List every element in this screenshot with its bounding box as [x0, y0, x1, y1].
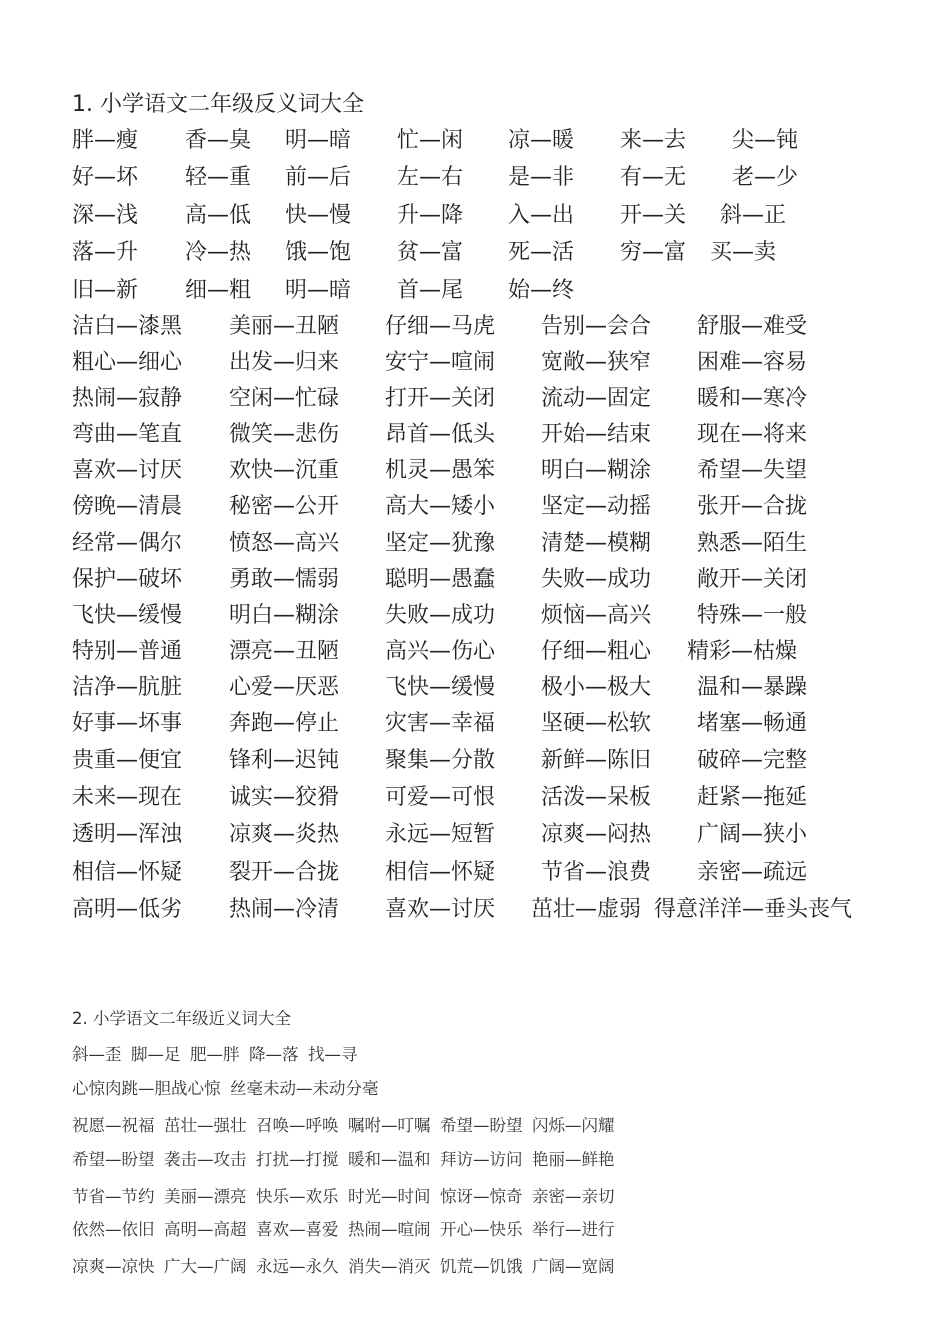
antonym-pair: 好事—坏事: [72, 711, 183, 736]
antonym-pair: 熟悉—陌生: [697, 531, 808, 556]
synonym-pair: 饥荒—饥饿: [440, 1257, 523, 1276]
synonym-pair: 找—寻: [308, 1045, 358, 1064]
antonym-pair: 打开—关闭: [385, 386, 496, 411]
antonym-pair: 可爱—可恨: [385, 785, 496, 810]
antonym-pair: 失败—成功: [541, 567, 652, 592]
antonym-pair: 是—非: [508, 165, 575, 190]
synonym-pair: 热闹—喧闹: [348, 1220, 431, 1239]
synonym-pair: 依然—依旧: [72, 1220, 155, 1239]
antonym-pair: 勇敢—懦弱: [229, 567, 340, 592]
antonym-pair: 出发—归来: [229, 350, 340, 375]
antonym-pair: 告别—会合: [541, 314, 652, 339]
synonym-pair: 惊讶—惊奇: [440, 1187, 523, 1206]
antonym-pair: 升—降: [397, 203, 464, 228]
antonym-pair: 前—后: [285, 165, 352, 190]
antonym-row-double: [0, 786, 950, 810]
antonym-pair: 高明—低劣: [72, 897, 183, 922]
antonym-pair: 贵重—便宜: [72, 748, 183, 773]
antonym-pair: 明白—糊涂: [229, 603, 340, 628]
synonym-pair: 美丽—漂亮: [164, 1187, 247, 1206]
antonym-pair: 宽敞—狭窄: [541, 350, 652, 375]
antonym-pair: 有—无: [620, 165, 687, 190]
section-title-antonyms: 1. 小学语文二年级反义词大全: [72, 92, 364, 117]
antonym-pair: 流动—固定: [541, 386, 652, 411]
antonym-pair: 堵塞—畅通: [697, 711, 808, 736]
antonym-pair: 得意洋洋—垂头丧气: [654, 897, 853, 922]
antonym-pair: 老—少: [732, 165, 799, 190]
synonym-row: [72, 1187, 615, 1207]
synonym-pair: 肥—胖: [190, 1045, 240, 1064]
antonym-pair: 节省—浪费: [541, 860, 652, 885]
antonym-pair: 弯曲—笔直: [72, 422, 183, 447]
antonym-row-double: [0, 568, 950, 592]
synonym-pair: 斜—歪: [72, 1045, 122, 1064]
antonym-row-double: [0, 315, 950, 339]
antonym-pair: 新鲜—陈旧: [541, 748, 652, 773]
antonym-pair: 仔细—马虎: [385, 314, 496, 339]
antonym-pair: 烦恼—高兴: [541, 603, 652, 628]
synonym-row: [72, 1079, 379, 1099]
antonym-pair: 空闲—忙碌: [229, 386, 340, 411]
antonym-pair: 坚定—犹豫: [385, 531, 496, 556]
antonym-row-double: [0, 387, 950, 411]
antonym-pair: 凉—暖: [508, 128, 575, 153]
synonym-pair: 喜欢—喜爱: [256, 1220, 339, 1239]
synonym-pair: 嘱咐—叮嘱: [348, 1116, 431, 1135]
antonym-pair: 锋利—迟钝: [229, 748, 340, 773]
synonym-pair: 广阔—宽阔: [532, 1257, 615, 1276]
antonym-pair: 诚实—狡猾: [229, 785, 340, 810]
antonym-row-double: [0, 712, 950, 736]
antonym-pair: 亲密—疏远: [697, 860, 808, 885]
antonym-pair: 现在—将来: [697, 422, 808, 447]
antonym-pair: 入—出: [508, 203, 575, 228]
antonym-pair: 温和—暴躁: [697, 675, 808, 700]
antonym-pair: 舒服—难受: [697, 314, 808, 339]
antonym-pair: 茁壮—虚弱: [531, 897, 642, 922]
synonym-pair: 丝毫未动—未动分毫: [230, 1079, 379, 1098]
antonym-pair: 特殊—一般: [697, 603, 808, 628]
antonym-pair: 凉爽—闷热: [541, 822, 652, 847]
synonym-pair: 闪烁—闪耀: [532, 1116, 615, 1135]
antonym-pair: 破碎—完整: [697, 748, 808, 773]
antonym-pair: 穷—富: [620, 240, 687, 265]
antonym-pair: 相信—怀疑: [385, 860, 496, 885]
antonym-row-single: [0, 129, 950, 153]
antonym-pair: 相信—怀疑: [72, 860, 183, 885]
antonym-pair: 极小—极大: [541, 675, 652, 700]
antonym-pair: 聪明—愚蠢: [385, 567, 496, 592]
synonym-pair: 打扰—打搅: [256, 1150, 339, 1169]
antonym-pair: 希望—失望: [697, 458, 808, 483]
antonym-pair: 秘密—公开: [229, 494, 340, 519]
antonym-pair: 精彩—枯燥: [687, 639, 798, 664]
synonym-pair: 暖和—温和: [348, 1150, 431, 1169]
synonym-pair: 亲密—亲切: [532, 1187, 615, 1206]
antonym-pair: 好—坏: [72, 165, 139, 190]
antonym-pair: 凉爽—炎热: [229, 822, 340, 847]
synonym-pair: 艳丽—鲜艳: [532, 1150, 615, 1169]
antonym-pair: 明白—糊涂: [541, 458, 652, 483]
antonym-pair: 买—卖: [710, 240, 777, 265]
synonym-pair: 广大—广阔: [164, 1257, 247, 1276]
antonym-pair: 仔细—粗心: [541, 639, 652, 664]
synonym-row: [72, 1150, 615, 1170]
antonym-pair: 旧—新: [72, 278, 139, 303]
antonym-pair: 深—浅: [72, 203, 139, 228]
antonym-pair: 暖和—寒冷: [697, 386, 808, 411]
synonym-pair: 拜访—访问: [440, 1150, 523, 1169]
synonym-pair: 时光—时间: [348, 1187, 431, 1206]
antonym-pair: 心爱—厌恶: [229, 675, 340, 700]
antonym-pair: 美丽—丑陋: [229, 314, 340, 339]
synonym-pair: 节省—节约: [72, 1187, 155, 1206]
antonym-pair: 清楚—模糊: [541, 531, 652, 556]
antonym-pair: 高—低: [185, 203, 252, 228]
synonym-pair: 永远—永久: [256, 1257, 339, 1276]
antonym-row-single: [0, 241, 950, 265]
antonym-pair: 细—粗: [185, 278, 252, 303]
antonym-pair: 洁白—漆黑: [72, 314, 183, 339]
antonym-pair: 奔跑—停止: [229, 711, 340, 736]
antonym-pair: 傍晚—清晨: [72, 494, 183, 519]
antonym-pair: 落—升: [72, 240, 139, 265]
antonym-pair: 透明—浑浊: [72, 822, 183, 847]
synonym-pair: 希望—盼望: [72, 1150, 155, 1169]
antonym-pair: 忙—闲: [397, 128, 464, 153]
synonym-row: [72, 1116, 615, 1136]
antonym-pair: 明—暗: [285, 128, 352, 153]
synonym-pair: 消失—消灭: [348, 1257, 431, 1276]
antonym-pair: 始—终: [508, 278, 575, 303]
antonym-pair: 香—臭: [185, 128, 252, 153]
antonym-pair: 张开—合拢: [697, 494, 808, 519]
synonym-pair: 心惊肉跳—胆战心惊: [72, 1079, 221, 1098]
antonym-pair: 广阔—狭小: [697, 822, 808, 847]
antonym-row-double: [0, 823, 950, 847]
antonym-pair: 欢快—沉重: [229, 458, 340, 483]
antonym-pair: 首—尾: [397, 278, 464, 303]
antonym-pair: 活泼—呆板: [541, 785, 652, 810]
antonym-row-double: [0, 676, 950, 700]
antonym-pair: 坚定—动摇: [541, 494, 652, 519]
antonym-pair: 高大—矮小: [385, 494, 496, 519]
synonym-pair: 举行—进行: [532, 1220, 615, 1239]
synonym-pair: 脚—足: [131, 1045, 181, 1064]
antonym-pair: 聚集—分散: [385, 748, 496, 773]
antonym-pair: 洁净—肮脏: [72, 675, 183, 700]
antonym-pair: 热闹—冷清: [229, 897, 340, 922]
synonym-pair: 快乐—欢乐: [256, 1187, 339, 1206]
antonym-pair: 赶紧—拖延: [697, 785, 808, 810]
antonym-pair: 安宁—喧闹: [385, 350, 496, 375]
antonym-pair: 永远—短暂: [385, 822, 496, 847]
antonym-pair: 困难—容易: [697, 350, 808, 375]
antonym-pair: 灾害—幸福: [385, 711, 496, 736]
antonym-pair: 飞快—缓慢: [72, 603, 183, 628]
antonym-pair: 斜—正: [720, 203, 787, 228]
antonym-pair: 坚硬—松软: [541, 711, 652, 736]
antonym-row-double: [0, 604, 950, 628]
antonym-pair: 热闹—寂静: [72, 386, 183, 411]
antonym-row-double: [0, 898, 950, 922]
antonym-pair: 愤怒—高兴: [229, 531, 340, 556]
antonym-row-double: [0, 532, 950, 556]
antonym-pair: 昂首—低头: [385, 422, 496, 447]
synonym-pair: 降—落: [249, 1045, 299, 1064]
antonym-pair: 未来—现在: [72, 785, 183, 810]
synonym-pair: 希望—盼望: [440, 1116, 523, 1135]
antonym-row-double: [0, 861, 950, 885]
antonym-pair: 轻—重: [185, 165, 252, 190]
antonym-pair: 左—右: [397, 165, 464, 190]
antonym-row-double: [0, 459, 950, 483]
synonym-row: [72, 1220, 615, 1240]
antonym-row-single: [0, 166, 950, 190]
antonym-pair: 特别—普通: [72, 639, 183, 664]
antonym-pair: 喜欢—讨厌: [72, 458, 183, 483]
antonym-pair: 冷—热: [185, 240, 252, 265]
antonym-pair: 飞快—缓慢: [385, 675, 496, 700]
synonym-pair: 祝愿—祝福: [72, 1116, 155, 1135]
section-title-synonyms: 2. 小学语文二年级近义词大全: [72, 1009, 291, 1028]
antonym-pair: 开始—结束: [541, 422, 652, 447]
antonym-pair: 明—暗: [285, 278, 352, 303]
antonym-pair: 饿—饱: [285, 240, 352, 265]
antonym-row-double: [0, 495, 950, 519]
synonym-pair: 召唤—呼唤: [256, 1116, 339, 1135]
antonym-pair: 粗心—细心: [72, 350, 183, 375]
antonym-pair: 死—活: [508, 240, 575, 265]
antonym-pair: 敞开—关闭: [697, 567, 808, 592]
antonym-row-double: [0, 640, 950, 664]
antonym-row-double: [0, 749, 950, 773]
antonym-pair: 失败—成功: [385, 603, 496, 628]
antonym-pair: 漂亮—丑陋: [229, 639, 340, 664]
antonym-row-double: [0, 423, 950, 447]
antonym-pair: 机灵—愚笨: [385, 458, 496, 483]
antonym-row-double: [0, 351, 950, 375]
antonym-pair: 喜欢—讨厌: [385, 897, 496, 922]
antonym-pair: 开—关: [620, 203, 687, 228]
antonym-pair: 来—去: [620, 128, 687, 153]
synonym-pair: 袭击—攻击: [164, 1150, 247, 1169]
antonym-pair: 快—慢: [285, 203, 352, 228]
synonym-row: [72, 1257, 615, 1277]
synonym-row: [72, 1045, 358, 1065]
antonym-pair: 高兴—伤心: [385, 639, 496, 664]
synonym-pair: 茁壮—强壮: [164, 1116, 247, 1135]
antonym-pair: 胖—瘦: [72, 128, 139, 153]
antonym-pair: 微笑—悲伤: [229, 422, 340, 447]
synonym-pair: 开心—快乐: [440, 1220, 523, 1239]
antonym-pair: 经常—偶尔: [72, 531, 183, 556]
synonym-pair: 凉爽—凉快: [72, 1257, 155, 1276]
antonym-pair: 尖—钝: [732, 128, 799, 153]
antonym-row-single: [0, 204, 950, 228]
antonym-pair: 贫—富: [397, 240, 464, 265]
synonym-pair: 高明—高超: [164, 1220, 247, 1239]
antonym-pair: 保护—破坏: [72, 567, 183, 592]
antonym-pair: 裂开—合拢: [229, 860, 340, 885]
antonym-row-single: [0, 279, 950, 303]
